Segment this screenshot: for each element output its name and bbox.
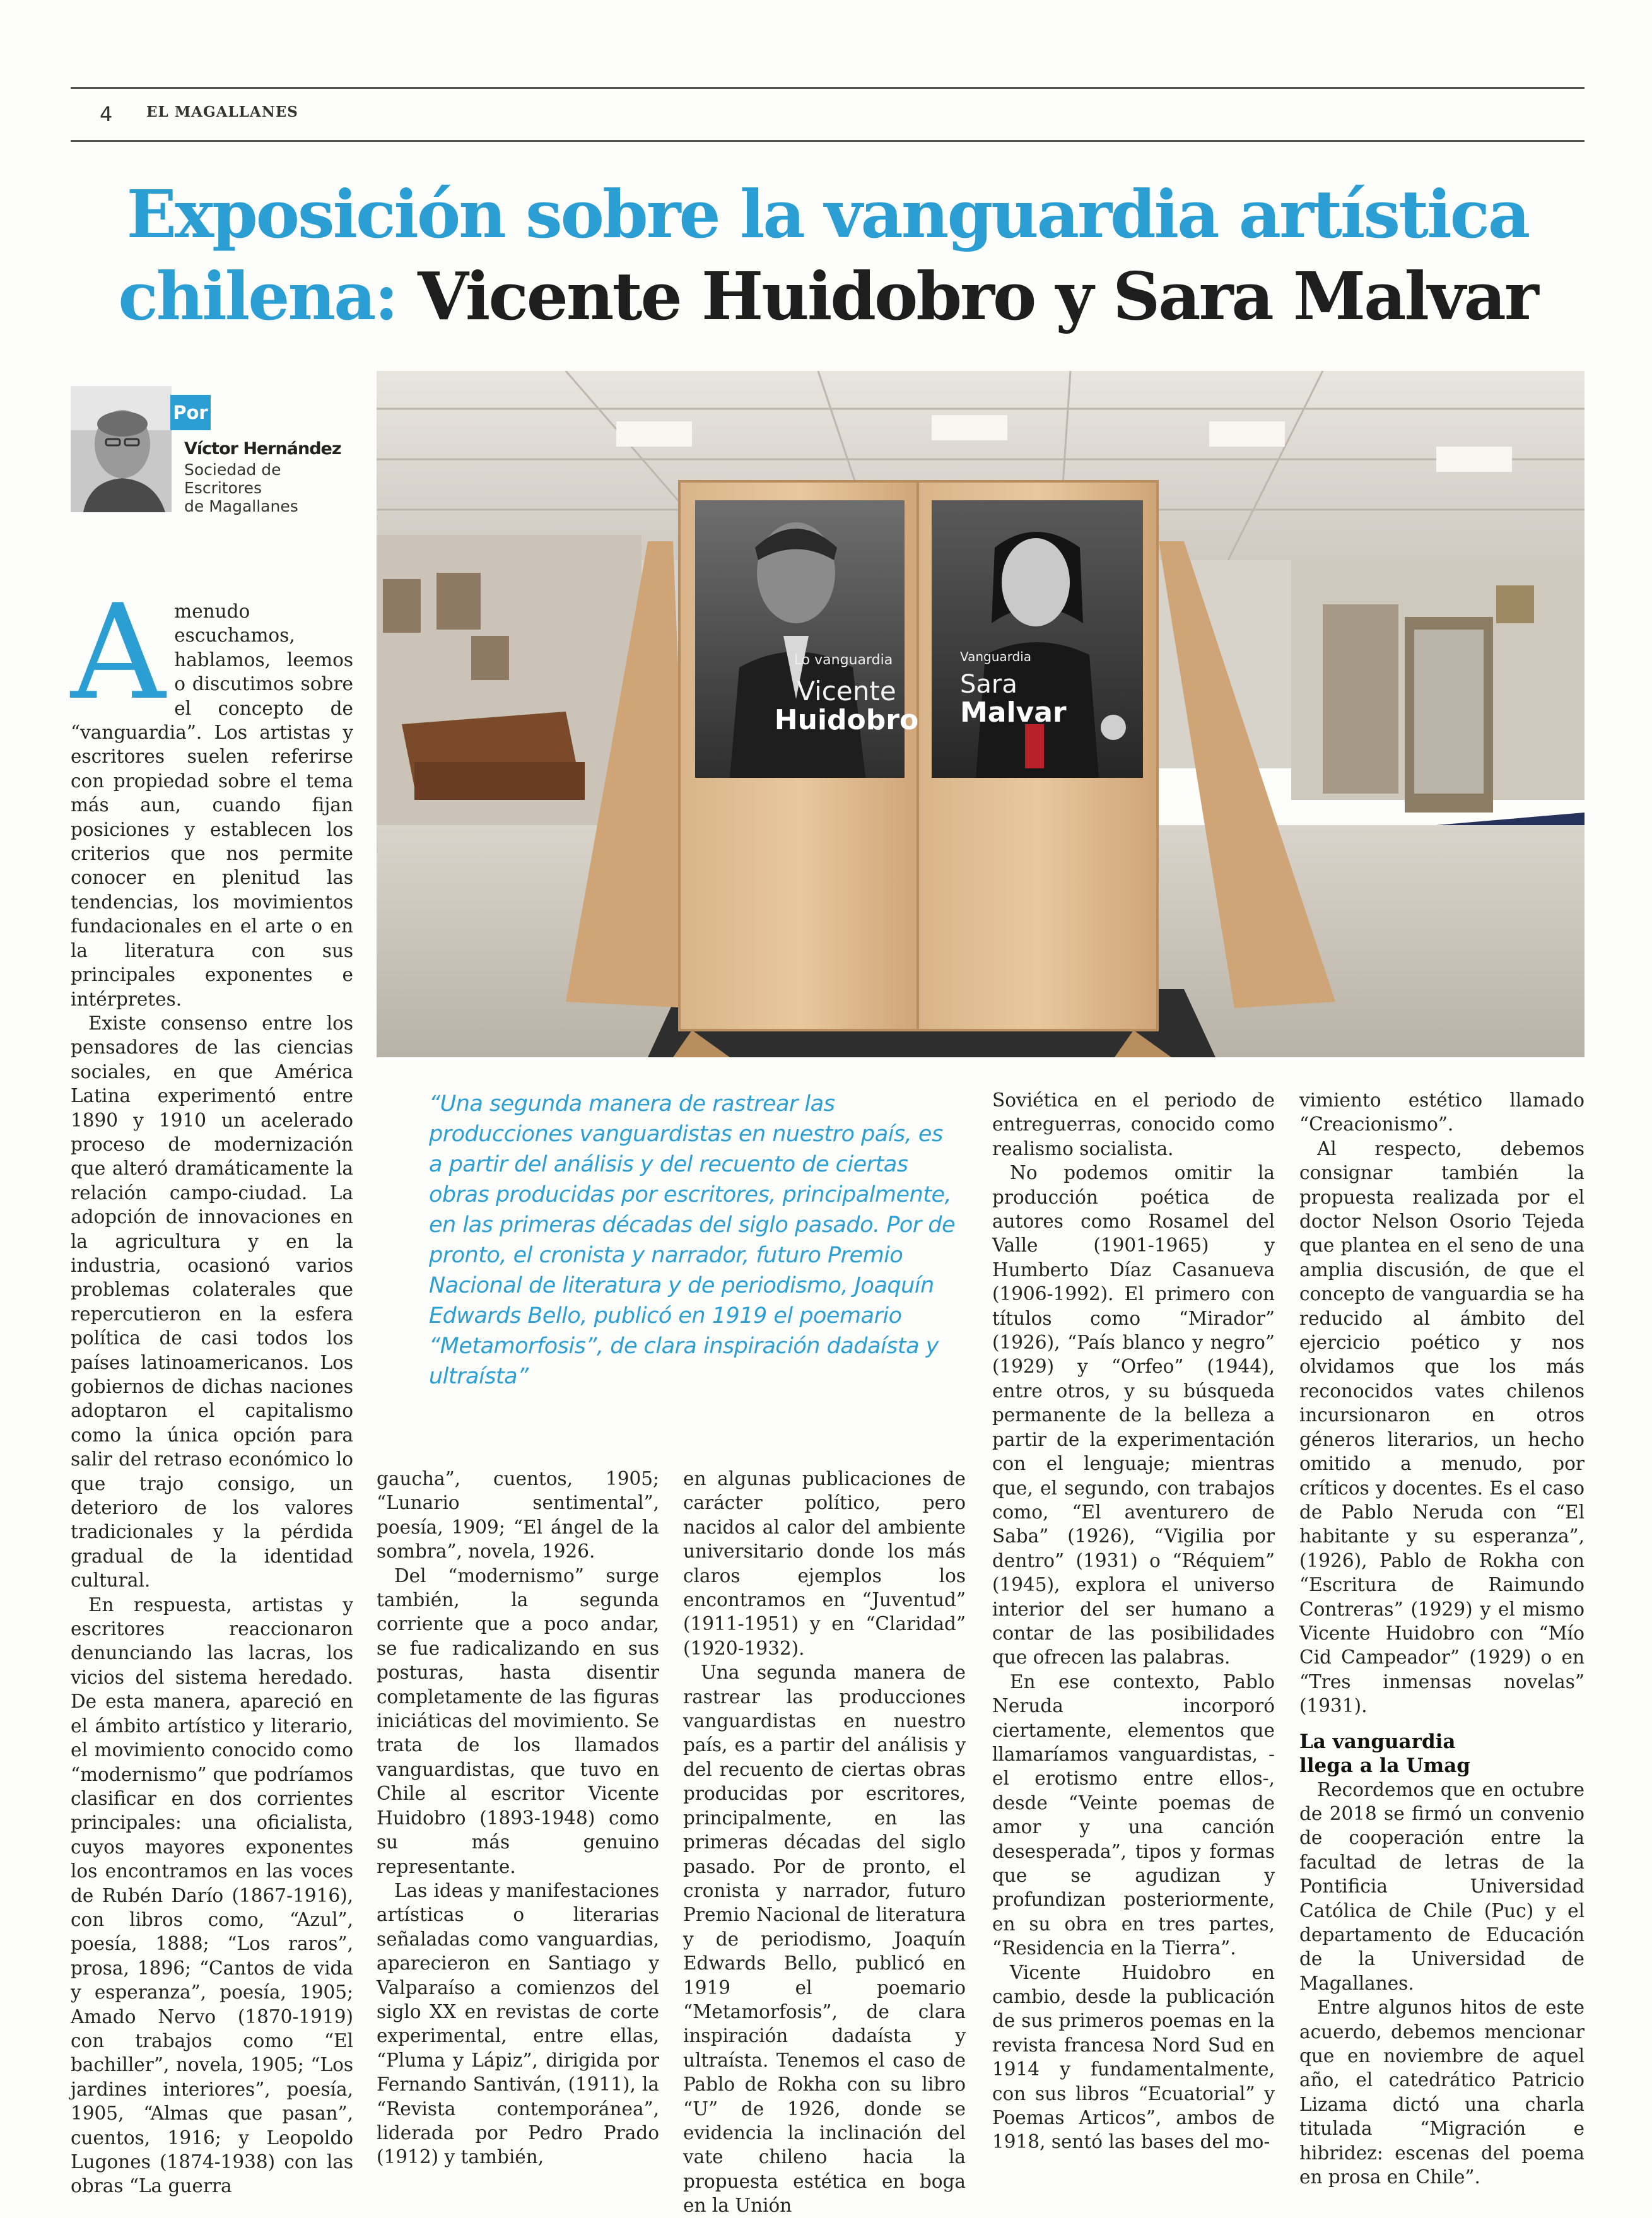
headline-line-2-dark: Vicente Huidobro y Sara Malvar	[396, 257, 1537, 335]
author-affiliation	[184, 461, 329, 515]
author-photo	[71, 386, 172, 512]
article-paragraph: Vicente Huidobro en cambio, desde la publicación de sus primeros poemas en la revista francesa Nord Sud en 1914 y fundamentalmente, con sus libros “Ecuatorial” y Poemas Articos”, ambos de 1918, sentó las bases del mo-	[992, 1961, 1275, 2153]
author-affiliation-line: Escritores	[184, 479, 262, 497]
article-paragraph: Recordemos que en octubre de 2018 se firmó un convenio de cooperación entre la facultad de letras de la Pontificia Universidad Católica de Chile (Puc) y el departamento de Educación de la Universidad de Magallanes.	[1299, 1778, 1585, 1994]
article-paragraph: Existe consenso entre los pensadores de las ciencias sociales, en que América Latina experimentó entre 1890 y 1910 un acelerado proceso de modernización que alteró dramáticamente la relación campo-ciudad. La adopción de innovaciones en la agricultura y en la industria, ocasionó varios problemas colaterales que repercutieron en la esfera política de casi todos los países latinoamericanos. Los gobiernos de dichas naciones adoptaron el capitalismo como la única opción para salir del retraso económico lo que trajo consigo, un deterioro de los valores tradicionales y la pérdida gradual de la identidad cultural.	[71, 1012, 353, 1592]
article-column-1	[71, 577, 353, 2198]
headline-line-2-blue: chilena:	[118, 257, 397, 335]
poster-left-name-2: Huidobro	[774, 704, 919, 736]
byline-label: Por	[170, 395, 211, 430]
poster-left-small-text: Lo vanguardia	[794, 652, 893, 668]
article-paragraph: No podemos omitir la producción poética de autores como Rosamel del Valle (1901-1965) y Humberto Díaz Casanueva (1906-1992). El primero con títulos como “Mirador” (1926), “País blanco y negro” (1929) y “Orfeo” (1944), entre otros, y su búsqueda permanente de la belleza a partir de la experimentación con el lenguaje; mientras que, el segundo, con trabajos como, “El aventurero de Saba” (1926), “Vigilia por dentro” (1931) o “Réquiem” (1945), explora el universo interior del ser humano a contar de las posibilidades que ofrecen las palabras.	[992, 1162, 1275, 1669]
poster-left-name-1: Vicente	[797, 676, 896, 707]
article-column-2	[377, 1467, 659, 2169]
poster-right-name-2: Malvar	[960, 696, 1067, 729]
article-paragraph: Entre algunos hitos de este acuerdo, debemos mencionar que en noviembre de aquel año, el catedrático Patricio Lizama dictó una charla titulada “Migración e hibridez: escenas del poema en prosa en Chile”.	[1299, 1997, 1585, 2188]
headline-line-2	[71, 257, 1585, 335]
headline-line-1: Exposición sobre la vanguardia artística	[126, 175, 1529, 253]
article-column-3	[683, 1467, 966, 2218]
university-crest-icon	[1101, 715, 1126, 740]
header-rule	[71, 140, 1585, 142]
poster-right-name-1: Sara	[960, 670, 1017, 699]
section-subhead	[1299, 1730, 1585, 1778]
section-subhead-line: La vanguardia	[1299, 1730, 1456, 1753]
page-number: 4	[100, 102, 113, 126]
poster-right-small-text: Vanguardia	[960, 649, 1032, 664]
drop-cap: A	[71, 577, 166, 729]
pull-quote: “Una segunda manera de rastrear las producciones vanguardistas en nuestro país, es a partir del análisis y del recuento de ciertas obras producidas por escritores, principalmente, en las primeras décadas del siglo pasado. Por de pronto, el cronista y narrador, futuro Premio Nacional de literatura y de periodismo, Joaquín Edwards Bello, publicó en 1919 el poemario “Metamorfosis”, de clara inspiración dadaísta y ultraísta”	[429, 1091, 956, 1389]
article-paragraph: En ese contexto, Pablo Neruda incorporó ciertamente, elementos que llamaríamos vanguardistas, -el erotismo entre ellos-, desde “Veinte poemas de amor y una canción desesperada”, tipos y formas que se agudizan y profundizan posteriormente, en su obra en tres partes, “Residencia en la Tierra”.	[992, 1670, 1275, 1959]
author-name: Víctor Hernández	[184, 439, 341, 459]
exhibition-photo	[377, 371, 1585, 1057]
section-subhead-line: llega a la Umag	[1299, 1754, 1470, 1777]
exhibition-hall-illustration	[377, 371, 1585, 1057]
article-paragraph: menudo escuchamos, hablamos, leemos o discutimos sobre el concepto de “vanguardia”. Los artistas y escritores suelen referirse con propiedad sobre el tema más aun, cuando fijan posiciones y establecen los criterios que nos permite conocer en plenitud las tendencias, los movimientos fundacionales en el arte o en la literatura con sus principales exponentes e intérpretes.	[71, 601, 353, 1010]
author-portrait-illustration	[71, 386, 172, 512]
article-paragraph: Al respecto, debemos consignar también la propuesta realizada por el doctor Nelson Osorio Tejeda que plantea en el seno de una amplia discusión, de que el concepto de vanguardia se ha reducido al ámbito del ejercicio poético y nos olvidamos que los más reconocidos vates chilenos incursionaron en otros géneros literarios, un hecho omitido a menudo, por críticos y docentes. Es el caso de Pablo Neruda con “El habitante y su esperanza”, (1926), Pablo de Rokha con “Escritura de Raimundo Contreras” (1929) y el mismo Vicente Huidobro con “Mío Cid Campeador” (1929) o en “Tres inmensas novelas” (1931).	[1299, 1137, 1585, 1717]
article-paragraph: Soviética en el periodo de entreguerras, conocido como realismo socialista.	[992, 1089, 1275, 1159]
author-affiliation-line: Sociedad de	[184, 461, 281, 479]
article-paragraph: Una segunda manera de rastrear las producciones vanguardistas en nuestro país, es a partir del análisis y del recuento de ciertas obras producidas por escritores, principalmente, en las primeras décadas del siglo pasado. Por de pronto, el cronista y narrador, futuro Premio Nacional de literatura y de periodismo, Joaquín Edwards Bello, publicó en 1919 el poemario “Metamorfosis”, de clara inspiración dadaísta y ultraísta. Tenemos el caso de Pablo de Rokha con su libro “U” de 1926, donde se evidencia la inclinación del vate chileno hacia la propuesta estética en boga en la Unión	[683, 1662, 966, 2217]
article-paragraph: gaucha”, cuentos, 1905; “Lunario sentimental”, poesía, 1909; “El ángel de la sombra”, novela, 1926.	[377, 1468, 659, 1563]
article-paragraph: En respuesta, artistas y escritores reaccionaron denunciando las lacras, los vicios del sistema heredado. De esta manera, apareció en el ámbito artístico y literario, el movimiento conocido como “modernismo” que podríamos clasificar en dos corrientes principales: una oficialista, cuyos mayores exponentes los encontramos en las voces de Rubén Darío (1867-1916), con libros como, “Azul”, poesía, 1888; “Los raros”, prosa, 1896; “Cantos de vida y esperanza”, poesía, 1905; Amado Nervo (1870-1919) con trabajos como “El bachiller”, novela, 1905; “Los jardines interiores”, poesía, 1905, “Almas que pasan”, cuentos, 1916; y Leopoldo Lugones (1874-1938) con las obras “La guerra	[71, 1593, 353, 2197]
article-column-5	[1299, 1088, 1585, 2189]
author-affiliation-line: de Magallanes	[184, 497, 298, 515]
article-column-4	[992, 1088, 1275, 2154]
article-paragraph: vimiento estético llamado “Creacionismo”.	[1299, 1089, 1585, 1135]
article-paragraph: Las ideas y manifestaciones artísticas o literarias señaladas como vanguardias, aparecieron en Santiago y Valparaíso a comienzos del siglo XX en revistas de corte experimental, entre ellas, “Pluma y Lápiz”, dirigida por Fernando Santiván, (1911), la “Revista contemporánea”, liderada por Pedro Prado (1912) y también,	[377, 1879, 659, 2168]
article-paragraph: en algunas publicaciones de carácter político, pero nacidos al calor del ambiente universitario donde los más claros ejemplos los encontramos en “Juventud” (1911-1951) y en “Claridad” (1920-1932).	[683, 1468, 966, 1659]
article-paragraph: Del “modernismo” surge también, la segunda corriente que a poco andar, se fue radicalizando en sus posturas, hasta disentir completamente de las figuras iniciáticas del movimiento. Se trata de los llamados vanguardistas, que tuvo en Chile al escritor Vicente Huidobro (1893-1948) como su más genuino representante.	[377, 1564, 659, 1877]
top-rule	[71, 87, 1585, 89]
newspaper-name: EL MAGALLANES	[146, 103, 298, 120]
